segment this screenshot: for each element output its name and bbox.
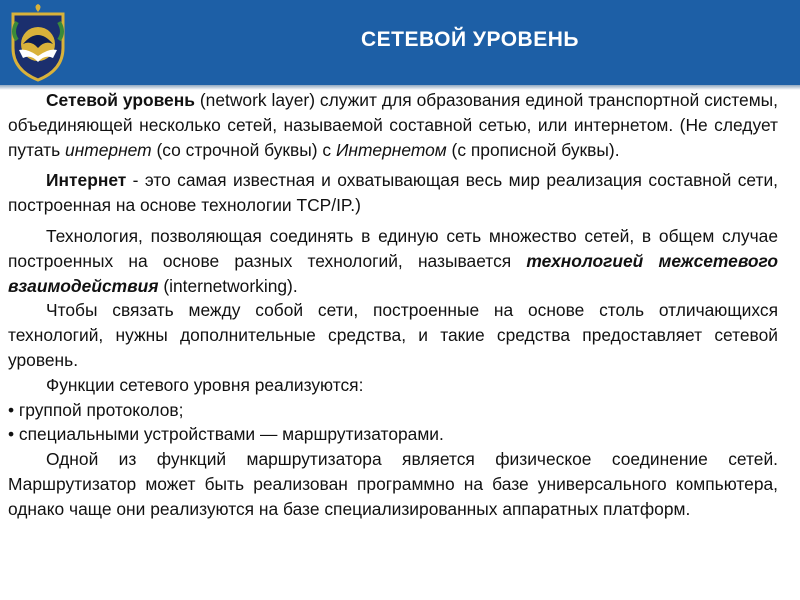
paragraph-functions-intro: Функции сетевого уровня реализуются: <box>46 374 364 395</box>
term-internet-lowercase: интернет <box>65 139 152 160</box>
term-network-layer: Сетевой уровень <box>46 90 195 110</box>
slide-body <box>8 88 778 522</box>
paragraph-internetworking: Технология, позволяющая соединять в единую сеть множество сетей, в общем случае построенных на основе разных технологий, называется технологией межсетевого взаимодействия (internetworking). <box>8 225 778 296</box>
paragraph-connect-networks: Чтобы связать между собой сети, построенные на основе столь отличающихся технологий, нужны дополнительные средства, и такие средства предоставляет сетевой уровень. <box>8 300 778 370</box>
double-headed-eagle-crest-icon <box>5 4 71 82</box>
term-internetworking: технологией межсетевого взаимодействия <box>8 250 778 296</box>
term-internet-uppercase: Интернетом <box>335 139 447 160</box>
paragraph-internet: Интернет - это самая известная и охватывающая весь мир реализация составной сети, построенная на основе технологии TCP/IP.) <box>8 170 778 216</box>
list-item: • специальными устройствами — маршрутизаторами. <box>8 424 444 445</box>
list-item: • группой протоколов; <box>8 399 184 420</box>
term-internet: Интернет <box>46 170 127 191</box>
slide-header <box>0 0 800 85</box>
paragraph-router: Одной из функций маршрутизатора является физическое соединение сетей. Маршрутизатор может быть реализован программно на базе универсального компьютера, однако чаще они реализуются на базе специализированных аппаратных платформ. <box>8 449 778 519</box>
page-title: СЕТЕВОЙ УРОВЕНЬ <box>361 28 579 51</box>
paragraph-network-layer: Сетевой уровень (network layer) служит для образования единой транспортной системы, объединяющей несколько сетей, называемой составной сетью, или интернетом. (Не следует путать интернет (со строчной буквы) с Интернетом (с прописной буквы). <box>8 90 778 160</box>
